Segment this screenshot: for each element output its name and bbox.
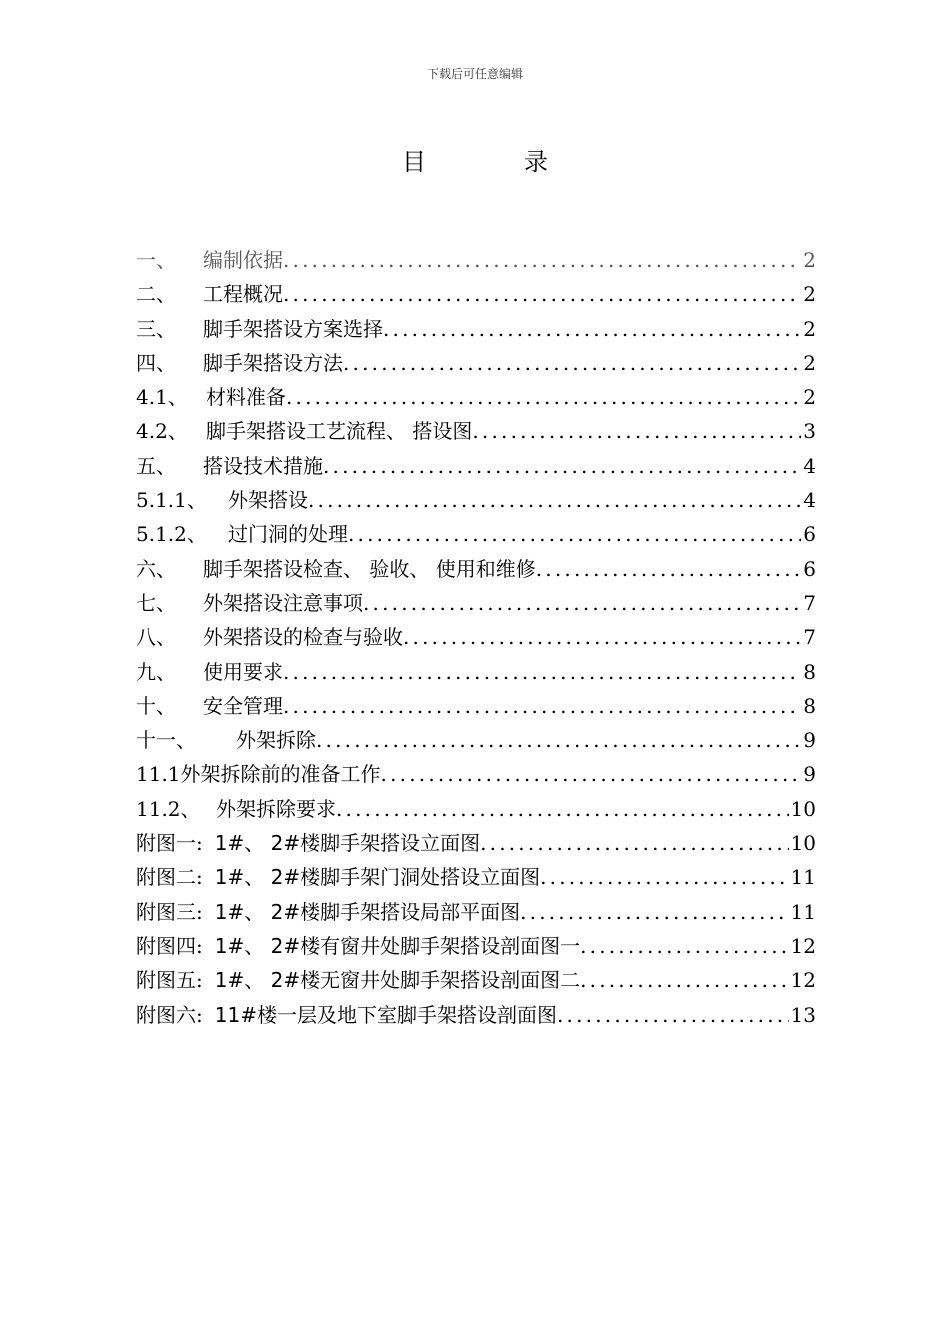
- toc-number: 四、: [136, 350, 176, 375]
- toc-number: 八、: [136, 625, 176, 650]
- toc-title: 脚手架搭设方法: [203, 350, 343, 375]
- toc-entry[interactable]: [136, 861, 816, 895]
- page-title: [0, 142, 950, 177]
- toc-number: 11.1: [136, 762, 181, 787]
- toc-leader-dots: [283, 248, 801, 272]
- toc-number: 4.1、: [136, 385, 188, 410]
- toc-title: 外架搭设: [228, 488, 308, 513]
- toc-page-number: 12: [790, 933, 816, 958]
- toc-leader-dots: [283, 282, 801, 306]
- toc-entry[interactable]: [136, 313, 816, 347]
- toc-number: 六、: [136, 556, 176, 581]
- toc-page-number: 8: [803, 659, 816, 684]
- toc-title: 工程概况: [203, 282, 283, 307]
- toc-entry[interactable]: [136, 621, 816, 655]
- toc-entry[interactable]: [136, 724, 816, 758]
- toc-entry[interactable]: [136, 381, 816, 415]
- toc-title: 安全管理: [203, 693, 283, 718]
- toc-page-number: 6: [803, 522, 816, 547]
- toc-entry[interactable]: [136, 278, 816, 312]
- toc-entry[interactable]: [136, 827, 816, 861]
- toc-leader-dots: [348, 522, 801, 546]
- toc-page-number: 11: [790, 899, 816, 924]
- toc-leader-dots: [286, 385, 801, 409]
- toc-title: 搭设技术措施: [203, 453, 323, 478]
- toc-page-number: 11: [790, 865, 816, 890]
- toc-page-number: 2: [803, 385, 816, 410]
- toc-entry[interactable]: [136, 930, 816, 964]
- toc-entry[interactable]: [136, 758, 816, 792]
- toc-title: 脚手架搭设工艺流程、 搭设图: [206, 419, 473, 444]
- toc-leader-dots: [536, 557, 802, 581]
- toc-number: 4.2、: [136, 419, 188, 444]
- toc-leader-dots: [343, 351, 801, 375]
- toc-number: 5.1.2、: [136, 522, 207, 547]
- toc-page-number: 2: [803, 350, 816, 375]
- toc-title: 使用要求: [203, 659, 283, 684]
- toc-leader-dots: [520, 900, 788, 924]
- toc-leader-dots: [480, 831, 788, 855]
- toc-entry[interactable]: [136, 587, 816, 621]
- toc-leader-dots: [363, 591, 801, 615]
- title-right: 录: [524, 148, 548, 176]
- toc-entry[interactable]: [136, 656, 816, 690]
- toc-title: 脚手架搭设检查、 验收、 使用和维修: [203, 556, 536, 581]
- toc-page-number: 13: [790, 1002, 816, 1027]
- toc-leader-dots: [381, 762, 802, 786]
- toc-entry[interactable]: [136, 415, 816, 449]
- toc-leader-dots: [308, 488, 801, 512]
- toc-title: 编制依据: [203, 248, 283, 272]
- toc-title: 11#楼一层及地下室脚手架搭设剖面图: [214, 1002, 557, 1027]
- toc-number: 附图四:: [136, 933, 203, 958]
- toc-number: 九、: [136, 659, 176, 684]
- toc-title: 外架拆除: [236, 728, 316, 753]
- toc-leader-dots: [580, 934, 788, 958]
- toc-number: 三、: [136, 316, 176, 341]
- toc-page-number: 9: [803, 728, 816, 753]
- toc-entry[interactable]: [136, 999, 816, 1033]
- toc-number: 附图二:: [136, 865, 203, 890]
- toc-page-number: 6: [803, 556, 816, 581]
- toc-number: 附图六:: [136, 1002, 203, 1027]
- toc-title: 1#、 2#楼脚手架搭设局部平面图: [214, 899, 521, 924]
- toc-page-number: 7: [803, 625, 816, 650]
- toc-page-number: 10: [790, 796, 816, 821]
- toc-leader-dots: [323, 454, 801, 478]
- toc-leader-dots: [580, 968, 788, 992]
- toc-entry[interactable]: [136, 964, 816, 998]
- title-left: 目: [402, 148, 426, 176]
- toc-title: 1#、 2#楼脚手架搭设立面图: [214, 831, 481, 856]
- toc-number: 附图三:: [136, 899, 203, 924]
- toc-title: 外架搭设的检查与验收: [203, 625, 403, 650]
- toc-page-number: 4: [803, 453, 816, 478]
- toc-page-number: 2: [803, 282, 816, 307]
- toc-entry[interactable]: [136, 518, 816, 552]
- toc-leader-dots: [403, 625, 801, 649]
- toc-page-number: 3: [803, 419, 816, 444]
- toc-leader-dots: [557, 1003, 789, 1027]
- toc-leader-dots: [472, 419, 801, 443]
- toc-leader-dots: [540, 865, 788, 889]
- toc-page-number: 9: [803, 762, 816, 787]
- toc-page-number: 12: [790, 968, 816, 993]
- toc-page-number: 4: [803, 488, 816, 513]
- toc-page-number: 7: [803, 590, 816, 615]
- toc-title: 过门洞的处理: [228, 522, 348, 547]
- toc-title: 1#、 2#楼脚手架门洞处搭设立面图: [214, 865, 541, 890]
- toc-number: 附图五:: [136, 968, 203, 993]
- toc-title: 外架搭设注意事项: [203, 590, 363, 615]
- toc-page-number: 2: [803, 248, 816, 272]
- toc-leader-dots: [336, 797, 789, 821]
- toc-page-number: 2: [803, 316, 816, 341]
- toc-number: 二、: [136, 282, 176, 307]
- toc-number: 五、: [136, 453, 176, 478]
- toc-entry[interactable]: [136, 484, 816, 518]
- toc-entry[interactable]: [136, 553, 816, 587]
- toc-title: 脚手架搭设方案选择: [203, 316, 383, 341]
- toc-title: 外架拆除要求: [216, 796, 336, 821]
- toc-number: 一、: [136, 248, 176, 272]
- toc-entry[interactable]: [136, 793, 816, 827]
- toc-title: 1#、 2#楼无窗井处脚手架搭设剖面图二: [214, 968, 581, 993]
- toc-page-number: 10: [790, 831, 816, 856]
- toc-leader-dots: [283, 694, 801, 718]
- toc-leader-dots: [283, 660, 801, 684]
- toc-entry[interactable]: [136, 450, 816, 484]
- toc-leader-dots: [316, 728, 801, 752]
- toc-entry[interactable]: [136, 690, 816, 724]
- toc-number: 七、: [136, 590, 176, 615]
- toc-entry[interactable]: [136, 244, 816, 278]
- toc-leader-dots: [383, 317, 801, 341]
- toc-title: 1#、 2#楼有窗井处脚手架搭设剖面图一: [214, 933, 581, 958]
- table-of-contents: [136, 244, 816, 1033]
- toc-entry[interactable]: [136, 896, 816, 930]
- toc-number: 5.1.1、: [136, 488, 207, 513]
- toc-entry[interactable]: [136, 347, 816, 381]
- toc-number: 11.2、: [136, 796, 201, 821]
- toc-number: 十一、: [136, 728, 196, 753]
- toc-number: 十、: [136, 693, 176, 718]
- toc-title: 外架拆除前的准备工作: [180, 762, 381, 787]
- header-note: 下载后可任意编辑: [426, 67, 523, 81]
- toc-page-number: 8: [803, 693, 816, 718]
- toc-number: 附图一:: [136, 831, 203, 856]
- toc-title: 材料准备: [206, 385, 286, 410]
